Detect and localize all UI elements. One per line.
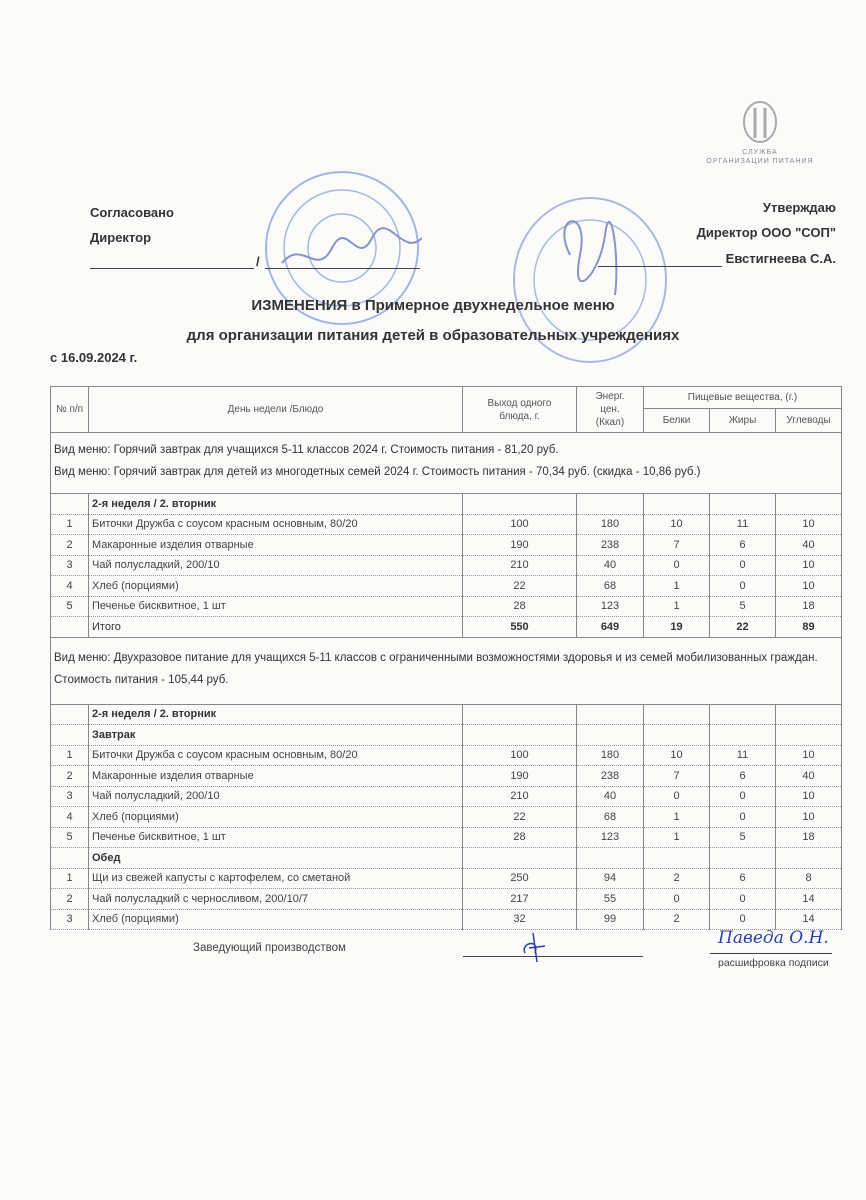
cell-dish: Чай полусладкий, 200/10 — [89, 555, 463, 576]
menu-type-description — [51, 433, 842, 494]
menu-type-text: Вид меню: Двухразовое питание для учащихся 5-11 классов с ограниченными возможностями здоровья и из семей мобилизованных граждан. Стоимость питания - 105,44 руб. — [54, 651, 818, 686]
cell-protein — [644, 725, 710, 746]
cell-dish: Макаронные изделия отварные — [89, 535, 463, 556]
cell-protein: 10 — [644, 514, 710, 535]
cell-fat — [710, 704, 776, 725]
table-row — [51, 745, 842, 766]
cell-fat: 0 — [710, 555, 776, 576]
cell-energy: 68 — [577, 576, 644, 597]
cell-yield — [463, 494, 577, 515]
cell-energy: 99 — [577, 909, 644, 930]
cell-dish: Итого — [89, 617, 463, 638]
cell-protein: 1 — [644, 827, 710, 848]
cell-energy: 94 — [577, 868, 644, 889]
table-row — [51, 868, 842, 889]
cell-yield: 190 — [463, 766, 577, 787]
header-fat: Жиры — [710, 409, 776, 433]
cell-protein: 10 — [644, 745, 710, 766]
cell-num: 2 — [51, 889, 89, 910]
logo-line2: ОРГАНИЗАЦИИ ПИТАНИЯ — [706, 158, 814, 165]
cell-yield: 190 — [463, 535, 577, 556]
document-subtitle: для организации питания детей в образовательных учреждениях — [186, 327, 680, 344]
cell-yield: 22 — [463, 576, 577, 597]
cell-dish: Печенье бисквитное, 1 шт — [89, 827, 463, 848]
cell-dish: Обед — [89, 848, 463, 869]
cell-dish: Завтрак — [89, 725, 463, 746]
agreed-position: Директор — [90, 230, 152, 245]
cell-num: 3 — [51, 786, 89, 807]
cell-carbs: 40 — [776, 766, 842, 787]
cell-energy: 55 — [577, 889, 644, 910]
cell-dish: Хлеб (порциями) — [89, 576, 463, 597]
logo-line1: СЛУЖБА — [742, 149, 778, 156]
menu-table — [50, 386, 842, 930]
cell-fat: 0 — [710, 909, 776, 930]
cell-carbs: 18 — [776, 827, 842, 848]
table-row — [51, 596, 842, 617]
cell-num: 4 — [51, 807, 89, 828]
cell-fat: 0 — [710, 889, 776, 910]
cell-num — [51, 494, 89, 515]
table-row — [51, 494, 842, 515]
cell-carbs: 10 — [776, 514, 842, 535]
cell-protein: 7 — [644, 766, 710, 787]
header-dish: День недели /Блюдо — [89, 387, 463, 433]
menu-type-text: Вид меню: Горячий завтрак для детей из многодетных семей 2024 г. Стоимость питания - 70,34 руб. (скидка - 10,86 руб.) — [54, 466, 701, 478]
cell-energy — [577, 494, 644, 515]
cell-dish: Макаронные изделия отварные — [89, 766, 463, 787]
cell-fat: 11 — [710, 745, 776, 766]
cell-fat: 22 — [710, 617, 776, 638]
cell-protein: 2 — [644, 909, 710, 930]
cell-num: 5 — [51, 827, 89, 848]
cell-yield: 28 — [463, 827, 577, 848]
table-row — [51, 555, 842, 576]
cell-carbs — [776, 494, 842, 515]
header-protein: Белки — [644, 409, 710, 433]
cell-dish: Щи из свежей капусты с картофелем, со сметаной — [89, 868, 463, 889]
cell-fat: 5 — [710, 596, 776, 617]
footer-signature-name: Паведа О.Н. — [718, 928, 829, 948]
cell-carbs: 10 — [776, 555, 842, 576]
table-row — [51, 725, 842, 746]
agreed-name-line — [265, 268, 420, 269]
cell-protein — [644, 704, 710, 725]
cell-num: 1 — [51, 514, 89, 535]
cell-protein: 7 — [644, 535, 710, 556]
cell-num — [51, 725, 89, 746]
cell-yield: 550 — [463, 617, 577, 638]
cell-protein: 0 — [644, 555, 710, 576]
cell-fat: 0 — [710, 576, 776, 597]
cell-protein: 2 — [644, 868, 710, 889]
menu-type-text: Вид меню: Горячий завтрак для учащихся 5-11 классов 2024 г. Стоимость питания - 81,20 руб. — [54, 444, 559, 456]
company-logo — [690, 100, 830, 166]
cell-energy: 40 — [577, 786, 644, 807]
cell-energy: 40 — [577, 555, 644, 576]
table-row — [51, 766, 842, 787]
cell-fat: 6 — [710, 868, 776, 889]
table-row — [51, 889, 842, 910]
table-row — [51, 514, 842, 535]
cell-num — [51, 848, 89, 869]
cell-yield: 210 — [463, 555, 577, 576]
cell-carbs: 10 — [776, 576, 842, 597]
approved-position: Директор ООО "СОП" — [696, 225, 836, 240]
approved-name: Евстигнеева С.А. — [725, 251, 836, 266]
fork-knife-logo-icon — [742, 100, 778, 144]
cell-dish: 2-я неделя / 2. вторник — [89, 494, 463, 515]
cell-energy: 123 — [577, 827, 644, 848]
cell-yield — [463, 725, 577, 746]
header-yield: Выход одного блюда, г. — [463, 387, 577, 433]
document-title: ИЗМЕНЕНИЯ в Примерное двухнедельное меню — [251, 297, 615, 314]
cell-protein: 1 — [644, 596, 710, 617]
cell-energy: 68 — [577, 807, 644, 828]
agreed-signature-line — [90, 268, 254, 269]
footer-signature — [515, 928, 555, 964]
cell-num: 1 — [51, 745, 89, 766]
cell-yield: 32 — [463, 909, 577, 930]
cell-dish: Печенье бисквитное, 1 шт — [89, 596, 463, 617]
cell-yield: 250 — [463, 868, 577, 889]
cell-energy: 180 — [577, 745, 644, 766]
cell-yield: 22 — [463, 807, 577, 828]
header-carbs: Углеводы — [776, 409, 842, 433]
cell-fat: 5 — [710, 827, 776, 848]
cell-dish: Биточки Дружба с соусом красным основным, 80/20 — [89, 514, 463, 535]
menu-type-description — [51, 637, 842, 704]
table-row — [51, 909, 842, 930]
cell-num: 3 — [51, 909, 89, 930]
cell-num: 3 — [51, 555, 89, 576]
cell-yield — [463, 704, 577, 725]
effective-date: с 16.09.2024 г. — [50, 350, 138, 365]
header-num: № п/п — [51, 387, 89, 433]
cell-num: 2 — [51, 535, 89, 556]
cell-dish: Хлеб (порциями) — [89, 807, 463, 828]
cell-yield: 217 — [463, 889, 577, 910]
cell-num: 1 — [51, 868, 89, 889]
cell-dish: Чай полусладкий с черносливом, 200/10/7 — [89, 889, 463, 910]
cell-fat — [710, 848, 776, 869]
agreed-label: Согласовано — [90, 205, 174, 220]
cell-energy: 238 — [577, 766, 644, 787]
cell-protein — [644, 494, 710, 515]
cell-fat — [710, 494, 776, 515]
table-row — [51, 786, 842, 807]
cell-protein — [644, 848, 710, 869]
table-row — [51, 535, 842, 556]
cell-fat: 11 — [710, 514, 776, 535]
cell-protein: 19 — [644, 617, 710, 638]
cell-yield: 28 — [463, 596, 577, 617]
table-row — [51, 576, 842, 597]
cell-protein: 0 — [644, 889, 710, 910]
approved-label: Утверждаю — [762, 200, 836, 215]
cell-energy — [577, 704, 644, 725]
cell-num — [51, 617, 89, 638]
cell-fat: 0 — [710, 807, 776, 828]
cell-carbs: 8 — [776, 868, 842, 889]
table-row — [51, 807, 842, 828]
cell-energy: 180 — [577, 514, 644, 535]
cell-fat: 0 — [710, 786, 776, 807]
cell-energy: 649 — [577, 617, 644, 638]
cell-carbs: 18 — [776, 596, 842, 617]
approved-signature-line — [598, 266, 722, 267]
cell-dish: Биточки Дружба с соусом красным основным, 80/20 — [89, 745, 463, 766]
cell-protein: 1 — [644, 807, 710, 828]
cell-carbs: 14 — [776, 909, 842, 930]
cell-dish: 2-я неделя / 2. вторник — [89, 704, 463, 725]
cell-energy: 238 — [577, 535, 644, 556]
cell-energy — [577, 848, 644, 869]
cell-carbs — [776, 725, 842, 746]
cell-num — [51, 704, 89, 725]
cell-carbs: 40 — [776, 535, 842, 556]
table-row — [51, 848, 842, 869]
cell-dish: Хлеб (порциями) — [89, 909, 463, 930]
cell-energy: 123 — [577, 596, 644, 617]
cell-carbs — [776, 848, 842, 869]
table-row — [51, 704, 842, 725]
cell-yield — [463, 848, 577, 869]
footer-position: Заведующий производством — [193, 942, 346, 954]
cell-carbs: 14 — [776, 889, 842, 910]
cell-carbs: 89 — [776, 617, 842, 638]
cell-yield: 210 — [463, 786, 577, 807]
cell-carbs: 10 — [776, 807, 842, 828]
footer-name-line — [710, 953, 832, 954]
table-row — [51, 827, 842, 848]
total-row — [51, 617, 842, 638]
cell-num: 4 — [51, 576, 89, 597]
cell-yield: 100 — [463, 745, 577, 766]
cell-dish: Чай полусладкий, 200/10 — [89, 786, 463, 807]
footer-caption: расшифровка подписи — [718, 957, 829, 969]
cell-fat: 6 — [710, 535, 776, 556]
cell-protein: 0 — [644, 786, 710, 807]
cell-num: 5 — [51, 596, 89, 617]
cell-carbs — [776, 704, 842, 725]
header-energy: Энерг. цен. (Ккал) — [577, 387, 644, 433]
cell-fat — [710, 725, 776, 746]
cell-fat: 6 — [710, 766, 776, 787]
cell-protein: 1 — [644, 576, 710, 597]
cell-energy — [577, 725, 644, 746]
cell-carbs: 10 — [776, 786, 842, 807]
cell-yield: 100 — [463, 514, 577, 535]
cell-num: 2 — [51, 766, 89, 787]
cell-carbs: 10 — [776, 745, 842, 766]
header-nutrients: Пищевые вещества, (г.) — [644, 387, 842, 409]
agreed-separator: / — [256, 254, 260, 269]
